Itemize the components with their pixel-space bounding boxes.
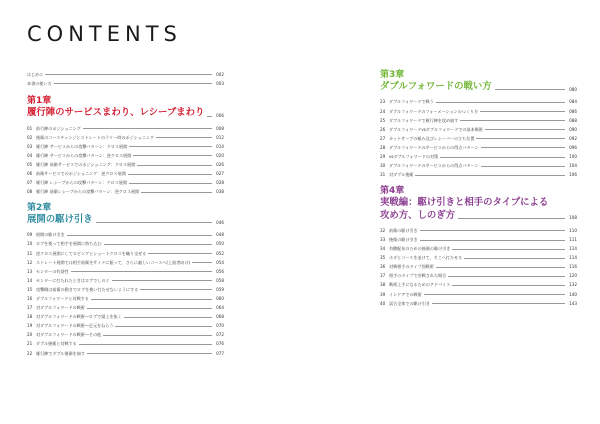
- leader-dots: [424, 294, 565, 295]
- entry-page: 100: [569, 154, 577, 159]
- entry-number: 33: [380, 237, 386, 242]
- toc-entry[interactable]: [27, 70, 224, 79]
- entry-page: 027: [216, 171, 224, 177]
- leader-dots: [452, 285, 565, 286]
- entry-label: vsダブルフォワードの対策: [389, 154, 439, 159]
- chapter-4: [380, 186, 577, 308]
- entry-page: 003: [216, 80, 224, 86]
- entry-page: 064: [216, 305, 224, 311]
- entry-label: 雁行陣 前衛サービスでのポジショニング：クロス展開: [36, 162, 136, 167]
- entry-label: 対ダブルフォワードの戦術―ロブで頭上を抜く: [36, 314, 122, 320]
- leader-dots: [436, 267, 565, 268]
- entry-label: 展開の駆け引き: [36, 232, 65, 238]
- entry-label: 対ダブルフォワードの戦術―その他: [36, 332, 102, 338]
- entry-number: 06: [27, 171, 33, 177]
- toc-entry[interactable]: [380, 254, 577, 263]
- entry-page: 110: [569, 227, 577, 233]
- entry-page: 106: [569, 172, 577, 178]
- entry-label: ダブルフォワードのサービスからの得点パターン: [389, 144, 479, 150]
- entry-label: 相手のタイプで苦戦された場合: [389, 273, 447, 279]
- entry-number: 37: [380, 273, 386, 279]
- leader-dots: [148, 253, 212, 254]
- entry-label: 雁行陣 サービスからの攻撃パターン：逆クロス展開: [36, 152, 132, 158]
- entry-label: 前衛サービスでのポジショニング：逆クロス展開: [36, 171, 126, 177]
- chapter-1-label: 第1章: [27, 96, 52, 107]
- leader-dots: [67, 235, 212, 236]
- chapter-4-label: 第4章: [380, 185, 405, 196]
- chapter-2-heading[interactable]: [27, 214, 224, 227]
- leader-dots: [192, 262, 212, 263]
- toc-entry[interactable]: [27, 161, 224, 170]
- toc-entry[interactable]: [380, 272, 577, 281]
- chapter-3-page: 080: [569, 86, 577, 92]
- entry-number: 21: [27, 341, 33, 347]
- entry-label: センターに打たれたときはロブでしのぐ: [36, 277, 110, 283]
- entry-label: 本書の使い方: [27, 80, 52, 86]
- entry-number: 09: [27, 232, 33, 238]
- toc-entry[interactable]: [380, 299, 577, 308]
- leader-dots: [87, 353, 212, 354]
- entry-label: 対ダブルフォワードの戦術―足元をねらう: [36, 323, 114, 329]
- leader-dots: [460, 120, 565, 121]
- toc-entry[interactable]: [380, 116, 577, 125]
- toc-entry[interactable]: [27, 304, 224, 313]
- entry-number: 10: [27, 241, 33, 247]
- toc-entry[interactable]: [27, 240, 224, 249]
- entry-number: 20: [27, 332, 33, 338]
- leader-dots: [115, 326, 212, 327]
- chapter-2-label: 第2章: [27, 202, 52, 213]
- chapter-1: [27, 96, 224, 197]
- chapter-4-heading[interactable]: [380, 210, 577, 223]
- leader-dots: [45, 74, 212, 75]
- page-title: CONTENTS: [27, 22, 182, 46]
- entry-label: センターの有効性: [36, 268, 69, 274]
- chapter-3-entries: [380, 98, 577, 180]
- leader-dots: [448, 276, 565, 277]
- entry-number: 13: [27, 268, 33, 274]
- toc-entry[interactable]: [27, 258, 224, 267]
- leader-dots: [137, 165, 212, 166]
- entry-label: はじめに: [27, 71, 44, 77]
- entry-page: 002: [216, 71, 224, 77]
- entry-number: 14: [27, 277, 33, 283]
- entry-number: 01: [27, 125, 33, 131]
- chapter-3-title: ダブルフォワードの戦い方: [380, 81, 492, 93]
- chapter-4-page: 108: [569, 215, 577, 221]
- entry-number: 18: [27, 314, 33, 320]
- entry-page: 120: [569, 273, 577, 279]
- entry-page: 114: [569, 255, 577, 261]
- entry-page: 052: [216, 250, 224, 256]
- chapter-4-entries: [380, 226, 577, 308]
- entry-number: 03: [27, 143, 33, 149]
- toc-entry[interactable]: [27, 313, 224, 322]
- toc-entry[interactable]: [380, 281, 577, 290]
- toc-entry[interactable]: [380, 236, 577, 245]
- chapter-1-entries: [27, 124, 224, 197]
- entry-label: 後衛の駆け引き: [389, 237, 418, 242]
- leader-dots: [464, 258, 565, 259]
- leader-dots: [485, 129, 565, 130]
- entry-label: ダブルフォワードで戦う: [389, 99, 434, 105]
- leader-dots: [207, 116, 212, 117]
- chapter-3: [380, 70, 577, 180]
- leader-dots: [452, 249, 565, 250]
- entry-number: 16: [27, 295, 33, 301]
- toc-entry[interactable]: [27, 340, 224, 349]
- entry-page: 020: [216, 152, 224, 158]
- leader-dots: [141, 192, 212, 193]
- entry-number: 11: [27, 250, 33, 256]
- entry-label: インドアでの戦術: [389, 291, 422, 297]
- entry-number: 27: [380, 135, 386, 141]
- entry-label: ダブルフォワードのフォーメーションのつくり方: [389, 108, 479, 114]
- toc-entry[interactable]: [27, 322, 224, 331]
- entry-page: 014: [216, 143, 224, 149]
- leader-dots: [91, 299, 212, 300]
- entry-label: 雁行陣 サービスからの攻撃パターン：クロス展開: [36, 143, 128, 149]
- entry-label: 攻撃側は前衛の動きでロブを使い打たせないようにする: [36, 286, 139, 292]
- entry-page: 058: [216, 277, 224, 283]
- entry-label: 対ダブル後衛: [389, 172, 414, 178]
- entry-page: 068: [216, 314, 224, 320]
- toc-entry[interactable]: [27, 231, 224, 240]
- entry-label: ロブを使って相手を展開に持ち込む: [36, 241, 102, 247]
- entry-number: 25: [380, 117, 386, 123]
- entry-page: 140: [569, 291, 577, 297]
- entry-page: 111: [569, 237, 577, 242]
- toc-entry[interactable]: [27, 294, 224, 303]
- entry-number: 17: [27, 305, 33, 311]
- chapter-2-page: 046: [216, 219, 224, 225]
- entry-label: カットサーブの極み及びレシーバーの立ち位置: [389, 135, 475, 141]
- entry-page: 026: [216, 162, 224, 167]
- entry-page: 084: [569, 99, 577, 105]
- toc-entry[interactable]: [27, 349, 224, 358]
- leader-dots: [432, 303, 565, 304]
- entry-number: 22: [27, 350, 33, 356]
- chapter-3-label: 第3章: [380, 70, 405, 80]
- leader-dots: [128, 174, 212, 175]
- entry-page: 008: [216, 125, 224, 131]
- chapter-2-entries: [27, 231, 224, 358]
- toc-entry[interactable]: [27, 151, 224, 160]
- entry-number: 24: [380, 108, 386, 114]
- entry-number: 12: [27, 259, 33, 265]
- entry-page: 104: [569, 163, 577, 169]
- leader-dots: [476, 138, 565, 139]
- leader-dots: [481, 147, 565, 148]
- chapter-1-title: 履行陣のサービスまわり、レシーブまわり: [27, 107, 205, 119]
- leader-dots: [96, 222, 212, 223]
- entry-page: 132: [569, 282, 577, 288]
- toc-entry[interactable]: [27, 267, 224, 276]
- chapter-4-title-line2: 攻め方、しのぎ方: [380, 209, 456, 221]
- entry-label: 逆クロス展開にしてロビングとショートクロスを織り交ぜる: [36, 250, 147, 256]
- entry-page: 056: [216, 268, 224, 274]
- entry-page: 090: [569, 126, 577, 132]
- toc-entry[interactable]: [380, 162, 577, 171]
- leader-dots: [480, 111, 565, 112]
- entry-number: 28: [380, 144, 386, 150]
- toc-entry[interactable]: [27, 142, 224, 151]
- leader-dots: [124, 317, 212, 318]
- chapter-1-page: 006: [216, 113, 224, 119]
- toc-entry[interactable]: [27, 249, 224, 258]
- entry-number: 38: [380, 282, 386, 288]
- toc-entry[interactable]: [380, 171, 577, 180]
- entry-number: 31: [380, 172, 386, 178]
- entry-page: 054: [216, 259, 224, 265]
- toc-entry[interactable]: [27, 79, 224, 88]
- entry-label: ダブルフォワードと対戦する: [36, 295, 89, 301]
- leader-dots: [140, 289, 212, 290]
- entry-page: 028: [216, 180, 224, 186]
- toc-entry[interactable]: [27, 170, 224, 179]
- entry-label: 試合全体での駆け引き: [389, 300, 430, 306]
- chapter-2: [27, 203, 224, 358]
- entry-number: 23: [380, 99, 386, 105]
- entry-label: 有酸配布のための後衛の駆け引き: [389, 246, 451, 252]
- entry-number: 30: [380, 163, 386, 169]
- entry-page: 048: [216, 232, 224, 238]
- entry-number: 07: [27, 180, 33, 186]
- entry-label: 戦術上手になるためのアドバイス: [389, 282, 451, 288]
- leader-dots: [495, 89, 565, 90]
- leader-dots: [129, 183, 212, 184]
- toc-entry[interactable]: [27, 331, 224, 340]
- entry-label: 対ダブルフォワードの戦術: [36, 305, 85, 311]
- entry-page: 070: [216, 323, 224, 329]
- entry-number: 05: [27, 162, 33, 167]
- toc-entry[interactable]: [380, 134, 577, 143]
- toc-entry[interactable]: [27, 285, 224, 294]
- toc-entry[interactable]: [380, 143, 577, 152]
- entry-number: 08: [27, 189, 33, 195]
- entry-page: 050: [216, 241, 224, 247]
- toc-entry[interactable]: [27, 124, 224, 133]
- entry-number: 39: [380, 291, 386, 297]
- entry-page: 077: [216, 350, 224, 356]
- entry-number: 40: [380, 300, 386, 306]
- toc-entry[interactable]: [27, 276, 224, 285]
- entry-label: 後衛のコースチェンジとストレートのラリー時のポジショニング: [36, 134, 154, 140]
- leader-dots: [71, 271, 212, 272]
- leader-dots: [83, 128, 212, 129]
- entry-label: 雁行陣でダブル後衛を崩す: [36, 350, 85, 356]
- entry-page: 072: [216, 332, 224, 338]
- entry-page: 092: [569, 135, 577, 141]
- entry-page: 076: [216, 341, 224, 347]
- entry-page: 086: [569, 108, 577, 114]
- chapter-1-heading[interactable]: [27, 107, 224, 120]
- entry-page: 096: [569, 144, 577, 150]
- entry-page: 143: [569, 300, 577, 306]
- leader-dots: [79, 344, 212, 345]
- leader-dots: [440, 157, 565, 158]
- entry-label: ダブルフォワードで雁行陣を攻め崩す: [389, 117, 459, 123]
- toc-entry[interactable]: [380, 98, 577, 107]
- leader-dots: [458, 218, 565, 219]
- entry-number: 15: [27, 286, 33, 292]
- entry-label: ダブルフォワードのサービスからの得点パターン: [389, 163, 479, 169]
- entry-number: 02: [27, 134, 33, 140]
- toc-entry[interactable]: [380, 153, 577, 162]
- leader-dots: [103, 335, 212, 336]
- front-matter: [27, 70, 224, 88]
- entry-label: 対戦相手のタイプ別戦術: [389, 264, 434, 270]
- entry-number: 36: [380, 264, 386, 270]
- entry-number: 26: [380, 126, 386, 132]
- entry-label: 前行陣のポジショニング: [36, 125, 81, 131]
- toc-entry[interactable]: [27, 133, 224, 142]
- entry-page: 114: [569, 246, 577, 252]
- entry-page: 059: [216, 286, 224, 292]
- leader-dots: [420, 240, 565, 241]
- entry-label: 雁行陣 前衛レシーブからの攻撃パターン：逆クロス展開: [36, 189, 140, 195]
- chapter-2-title: 展開の駆け引き: [27, 214, 93, 226]
- toc-entry[interactable]: [27, 188, 224, 197]
- toc-entry[interactable]: [380, 226, 577, 235]
- toc-entry[interactable]: [380, 290, 577, 299]
- entry-label: 前衛の駆け引き: [389, 227, 418, 233]
- toc-entry[interactable]: [380, 245, 577, 254]
- leader-dots: [133, 155, 212, 156]
- leader-dots: [156, 137, 212, 138]
- entry-number: 32: [380, 227, 386, 233]
- chapter-3-heading[interactable]: [380, 81, 577, 94]
- toc-entry[interactable]: [380, 125, 577, 134]
- entry-page: 088: [569, 117, 577, 123]
- entry-label: ダブルフォワードvsダブルフォワードでの基本戦術: [389, 126, 483, 132]
- leader-dots: [129, 146, 212, 147]
- toc-left-column: [27, 70, 224, 358]
- toc-right-column: [380, 70, 577, 308]
- leader-dots: [104, 244, 213, 245]
- chapter-4-title-line1: 実戦編：駆け引きと相手のタイプによる: [380, 197, 549, 209]
- leader-dots: [420, 230, 565, 231]
- entry-number: 19: [27, 323, 33, 329]
- leader-dots: [54, 83, 212, 84]
- entry-page: 038: [216, 189, 224, 195]
- toc-entry[interactable]: [27, 179, 224, 188]
- entry-number: 34: [380, 246, 386, 252]
- entry-page: 060: [216, 295, 224, 301]
- entry-number: 29: [380, 154, 386, 159]
- entry-label: ダブル後衛と対戦する: [36, 341, 77, 347]
- leader-dots: [481, 166, 565, 167]
- leader-dots: [436, 102, 565, 103]
- entry-label: ホダとコースを並けて、そこへ打たせる: [389, 255, 463, 261]
- entry-page: 116: [569, 264, 577, 270]
- leader-dots: [415, 175, 565, 176]
- entry-label: ストレート展開では相手前衛をサイドに振って、さらに厳しいコースへ(上級者向け): [36, 259, 191, 265]
- entry-number: 35: [380, 255, 386, 261]
- entry-label: 雁行陣 レシーブからの攻撃パターン：クロス展開: [36, 180, 127, 186]
- entry-number: 04: [27, 152, 33, 158]
- toc-entry[interactable]: [380, 107, 577, 116]
- entry-page: 012: [216, 134, 224, 140]
- leader-dots: [87, 308, 212, 309]
- leader-dots: [112, 280, 212, 281]
- toc-entry[interactable]: [380, 263, 577, 272]
